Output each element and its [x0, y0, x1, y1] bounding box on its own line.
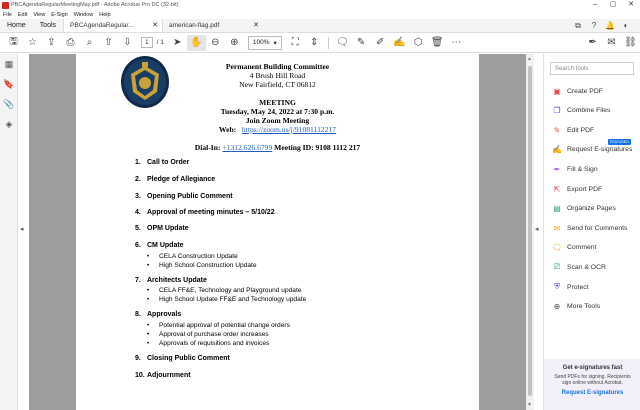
fit-page-icon[interactable]: ⛶: [291, 37, 299, 48]
doc-tab-label: PBCAgendaRegular...: [70, 22, 134, 29]
menu-esign[interactable]: E-Sign: [51, 11, 68, 18]
tool-create-pdf[interactable]: [552, 84, 603, 98]
more-icon[interactable]: ⋯: [451, 37, 462, 48]
promo-link[interactable]: Request E-signatures: [561, 390, 624, 396]
stamp-icon[interactable]: ⬡: [413, 37, 423, 48]
chevron-down-icon: ▾: [273, 39, 277, 47]
agenda-item: [135, 242, 184, 249]
meeting-heading: MEETING: [259, 98, 296, 107]
agenda-subitem: [147, 296, 306, 303]
draw-icon[interactable]: ✐: [376, 37, 385, 48]
acrobat-app-icon: [2, 2, 9, 9]
maximize-button[interactable]: ▢: [609, 1, 617, 8]
zoom-search-icon[interactable]: ⌕: [86, 37, 93, 48]
scroll-down-icon[interactable]: ▼: [527, 402, 532, 408]
item-title: Closing Public Comment: [147, 355, 230, 362]
item-title: Opening Public Comment: [147, 193, 233, 200]
agenda-subitem: [147, 322, 290, 329]
item-number: 6.: [135, 242, 141, 249]
subitem-text: Approvals of requisitions and invoices: [159, 340, 270, 347]
item-number: 9.: [135, 355, 141, 362]
promo-body: Send PDFs for signing. Recipients sign online without Acrobat.: [554, 374, 631, 386]
close-window-button[interactable]: ✕: [628, 1, 634, 8]
subitem-text: Potential approval of potential change orders: [159, 322, 290, 329]
tool-scan-ocr[interactable]: [552, 260, 606, 274]
agenda-subitem: [147, 262, 257, 269]
subitem-text: High School Update FF&E and Technology update: [159, 296, 307, 303]
menu-window[interactable]: Window: [73, 11, 94, 18]
item-title: Call to Order: [147, 159, 190, 166]
sign-doc-icon[interactable]: ✒: [588, 37, 597, 48]
item-title: Pledge of Allegiance: [147, 176, 216, 183]
featured-badge: FEATURED: [610, 140, 629, 144]
document-viewport[interactable]: [29, 54, 526, 410]
doc-tab-flag[interactable]: [163, 19, 263, 32]
expand-left-panel-icon[interactable]: ◂: [20, 226, 24, 233]
page-total: / 1: [156, 39, 164, 46]
account-icon[interactable]: ◐: [623, 21, 629, 30]
close-tab-icon[interactable]: ✕: [152, 22, 159, 29]
org-name: Permanent Building Committee: [225, 62, 330, 71]
agenda-item: [135, 209, 275, 216]
address-line-2: New Fairfield, CT 06812: [239, 80, 316, 89]
menu-help[interactable]: Help: [99, 11, 111, 18]
tool-protect[interactable]: [552, 280, 589, 294]
promo-heading: Get e-signatures fast: [562, 365, 623, 371]
tool-label: Export PDF: [567, 185, 603, 193]
subitem-text: High School Construction Update: [159, 262, 257, 269]
tab-home[interactable]: Home: [7, 22, 26, 29]
esign-promo: [544, 359, 640, 410]
tool-fill-sign[interactable]: [552, 162, 598, 176]
toolbar-divider: [328, 37, 329, 49]
tool-more-tools[interactable]: [552, 300, 600, 314]
page-thumbnails-icon[interactable]: ▦: [4, 59, 14, 69]
layers-icon[interactable]: ◈: [5, 119, 13, 129]
scroll-mode-icon[interactable]: ⇕: [310, 37, 319, 48]
fill-sign-icon: ✒: [553, 164, 561, 174]
print-icon[interactable]: ⎙: [66, 37, 75, 48]
combine-files-icon: ❐: [553, 106, 561, 116]
agenda-subitem: [147, 340, 269, 347]
dial-label: Dial-In:: [194, 143, 221, 152]
tool-label: Fill & Sign: [567, 165, 598, 173]
scrollbar-thumb[interactable]: [528, 66, 532, 396]
item-number: 7.: [135, 277, 141, 284]
item-title: CM Update: [147, 242, 184, 249]
agenda-item: [135, 372, 191, 379]
scan-ocr-icon: ⎚: [553, 262, 561, 272]
comment-icon: 🗨: [551, 243, 563, 253]
meeting-date: Tuesday, May 24, 2022 at 7:30 p.m.: [220, 107, 335, 116]
bookmark-star-icon[interactable]: ☆: [28, 37, 37, 48]
item-title: Approval of meeting minutes – 5/10/22: [147, 209, 275, 216]
send-comments-icon: ✉: [553, 223, 561, 233]
comment-icon[interactable]: 🗨: [335, 37, 349, 48]
create-pdf-icon: ▣: [553, 86, 561, 96]
sign-icon[interactable]: ✍: [393, 37, 406, 48]
item-number: 4.: [135, 209, 141, 216]
tool-combine-files[interactable]: [552, 104, 610, 118]
item-title: Adjournment: [147, 372, 191, 379]
subitem-text: CELA Construction Update: [159, 253, 238, 260]
subitem-text: Approval of purchase order increases: [159, 331, 269, 338]
tab-tools[interactable]: Tools: [39, 22, 57, 29]
zoom-value: 100%: [252, 38, 270, 46]
highlight-pen-icon[interactable]: ✎: [357, 37, 366, 48]
menu-bar: [0, 10, 640, 19]
agenda-item: [135, 176, 215, 183]
window-title: PBCAgendaRegularMeetingMay.pdf - Adobe Acrobat Pro DC (32-bit): [11, 2, 179, 8]
meeting-id: Meeting ID: 9108 1112 217: [274, 143, 361, 152]
item-number: 3.: [135, 193, 141, 200]
edit-pdf-icon: ✎: [553, 125, 561, 135]
zoom-out-icon[interactable]: ⊖: [211, 37, 220, 48]
dial-in-line: [76, 143, 479, 152]
agenda-item: [135, 311, 181, 318]
item-number: 8.: [135, 311, 141, 318]
agenda-item: [135, 277, 207, 284]
page-number-input[interactable]: 1: [141, 37, 153, 48]
share-screen-icon[interactable]: ⧉: [575, 20, 581, 30]
menu-view[interactable]: View: [33, 11, 46, 18]
tool-send-for-comments[interactable]: [552, 221, 627, 235]
subitem-text: CELA FF&E, Technology and Playground update: [159, 287, 302, 294]
collapse-right-panel-icon[interactable]: ◂: [535, 226, 539, 233]
menu-edit[interactable]: Edit: [17, 11, 28, 18]
pdf-page: [76, 54, 479, 410]
hand-tool-icon[interactable]: ✋: [187, 35, 206, 51]
tool-label: Scan & OCR: [567, 263, 606, 271]
item-title: OPM Update: [147, 225, 189, 232]
tool-label: Edit PDF: [567, 126, 595, 134]
tool-label: Create PDF: [567, 87, 603, 95]
more-tools-icon: ⊕: [553, 302, 561, 312]
doc-tab-agenda[interactable]: [63, 19, 163, 32]
web-label: Web:: [218, 125, 237, 134]
search-tools-input[interactable]: Search tools: [550, 62, 634, 75]
title-bar: [0, 0, 640, 10]
item-title: Architects Update: [147, 277, 207, 284]
email-icon[interactable]: ✉: [607, 37, 616, 48]
tab-bar: [0, 19, 640, 33]
upload-icon[interactable]: ⇪: [47, 37, 56, 48]
zoom-link[interactable]: https://zoom.us/j/91081112217: [241, 125, 337, 134]
page-indicator: [141, 37, 164, 48]
agenda-subitem: [147, 287, 301, 294]
agenda-item: [135, 159, 189, 166]
item-title: Approvals: [147, 311, 182, 318]
attachments-icon[interactable]: 📎: [3, 99, 15, 109]
organize-pages-icon: ▤: [553, 204, 561, 214]
protect-icon: ⛨: [554, 282, 560, 291]
delete-icon[interactable]: 🗑: [430, 37, 444, 48]
prev-page-icon[interactable]: ⇧: [104, 37, 113, 48]
item-number: 2.: [135, 176, 141, 183]
menu-file[interactable]: File: [3, 11, 12, 18]
tool-label: Combine Files: [567, 107, 611, 115]
tool-label: Organize Pages: [567, 205, 616, 213]
help-icon[interactable]: ?: [591, 21, 597, 30]
scroll-up-icon[interactable]: ▲: [527, 56, 532, 62]
vertical-scrollbar[interactable]: [526, 54, 534, 410]
tool-organize-pages[interactable]: [552, 202, 616, 216]
next-page-icon[interactable]: ⇩: [123, 37, 132, 48]
tool-export-pdf[interactable]: [552, 182, 602, 196]
share-link-icon[interactable]: ⛓: [624, 37, 637, 48]
zoom-in-icon[interactable]: ⊕: [230, 37, 239, 48]
item-number: 1.: [135, 159, 141, 166]
web-line: [76, 125, 479, 134]
left-navigation-rail: [0, 54, 18, 410]
export-pdf-icon: ⇱: [553, 184, 561, 194]
tool-edit-pdf[interactable]: [552, 123, 594, 137]
agenda-item: [135, 225, 189, 232]
tool-label: More Tools: [567, 303, 601, 311]
doc-tab-label: american-flag.pdf: [169, 22, 220, 29]
join-zoom: Join Zoom Meeting: [245, 116, 310, 125]
select-cursor-icon[interactable]: ➤: [173, 37, 182, 48]
tool-label: Send for Comments: [567, 224, 628, 232]
minimize-button[interactable]: –: [593, 1, 597, 8]
item-number: 10.: [135, 372, 145, 379]
address-line-1: 4 Brush Hill Road: [249, 71, 306, 80]
toolbar: [0, 33, 640, 53]
close-tab-icon[interactable]: ✕: [253, 22, 260, 29]
tools-pane: [543, 54, 640, 410]
bookmarks-icon[interactable]: 🔖: [3, 79, 15, 89]
save-icon[interactable]: 🖫: [9, 36, 18, 47]
tool-label: Protect: [567, 283, 589, 291]
notifications-icon[interactable]: 🔔: [605, 21, 615, 30]
tool-comment[interactable]: [552, 241, 596, 255]
agenda-item: [135, 193, 233, 200]
zoom-dropdown[interactable]: [248, 36, 282, 50]
item-number: 5.: [135, 225, 141, 232]
dial-number-link[interactable]: +1312.626.6799: [222, 143, 273, 152]
request-esign-icon: ✍: [552, 145, 562, 155]
agenda-subitem: [147, 331, 269, 338]
agenda-item: [135, 355, 230, 362]
tool-label: Request E-signatures: [567, 146, 633, 154]
agenda-subitem: [147, 253, 238, 260]
tool-label: Comment: [567, 244, 597, 252]
